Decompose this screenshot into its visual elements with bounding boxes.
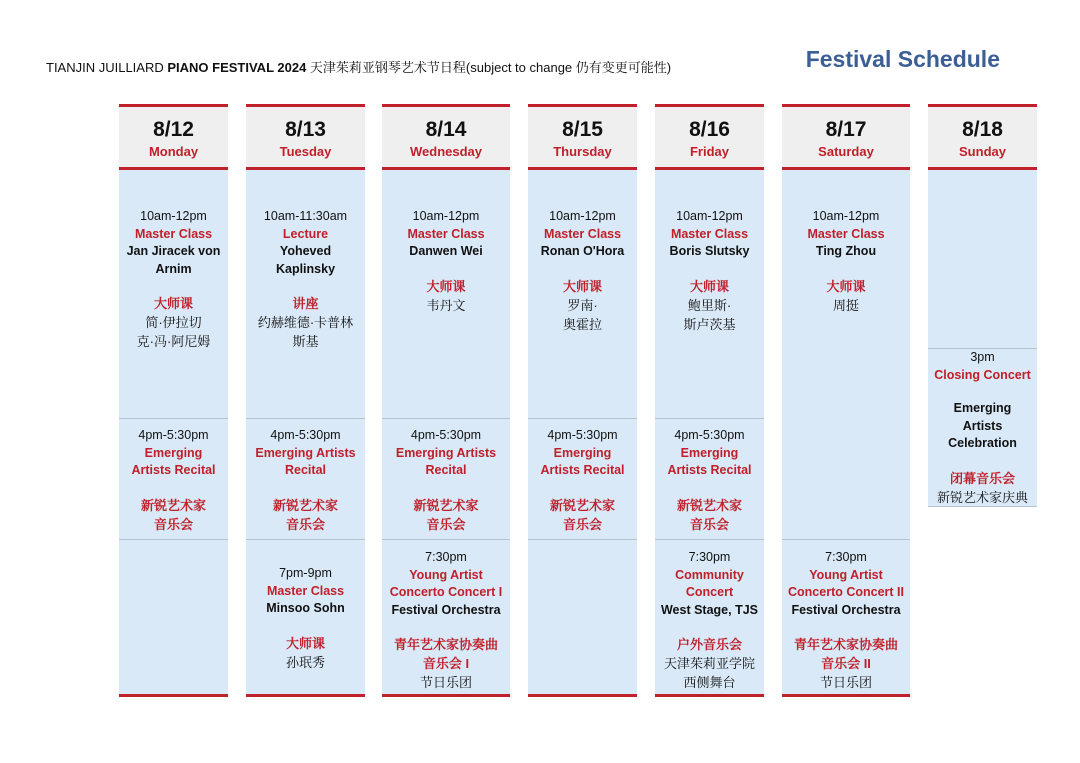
event-time: 10am-11:30am	[263, 209, 348, 223]
slot-divider	[382, 418, 510, 419]
event-title: Emerging	[144, 445, 203, 460]
event-title-zh: 新锐艺术家	[272, 497, 338, 513]
day-header	[782, 104, 910, 170]
event-title: Lecture	[282, 226, 329, 241]
event-performer-zh: 约赫维德·卡普林	[257, 315, 354, 330]
event-performer-zh: 韦丹文	[426, 297, 466, 313]
day-name: Wednesday	[409, 144, 482, 159]
event-title-zh: 音乐会 I	[422, 656, 470, 671]
day-column-0816	[655, 104, 764, 697]
event-title-zh: 青年艺术家协奏曲	[793, 637, 898, 652]
event-performer-zh: 西侧舞台	[683, 675, 736, 690]
event-performer-zh: 奥霍拉	[562, 316, 602, 332]
slot-divider	[382, 539, 510, 540]
event-performer: Emerging	[953, 401, 1012, 415]
morning-event	[782, 208, 910, 315]
event-performer: Kaplinsky	[275, 261, 336, 276]
column-bottom-rule	[382, 694, 510, 697]
event-title: Artists Recital	[667, 463, 752, 477]
event-title: Artists Recital	[131, 463, 216, 477]
event-title-zh: 大师课	[826, 278, 866, 294]
event-title-zh: 音乐会	[153, 516, 193, 532]
event-title: Emerging	[553, 445, 612, 460]
event-performer: Yoheved	[279, 244, 332, 258]
event-time: 4pm-5:30pm	[270, 428, 341, 442]
event-title-zh: 大师课	[562, 278, 602, 294]
event-performer-zh: 鲍里斯·	[687, 297, 732, 313]
event-title-zh: 青年艺术家协奏曲	[393, 637, 498, 652]
event-title-zh: 音乐会	[426, 516, 466, 532]
afternoon-event	[382, 427, 510, 534]
event-title: Master Class	[543, 226, 622, 241]
event-time: 4pm-5:30pm	[547, 428, 618, 442]
slot-divider	[782, 539, 910, 540]
day-header	[119, 104, 228, 170]
column-bottom-rule	[528, 694, 637, 697]
event-title-zh: 音乐会 II	[821, 656, 871, 671]
event-performer: Danwen Wei	[409, 244, 483, 258]
day-column-0817	[782, 104, 910, 697]
event-time: 10am-12pm	[676, 209, 743, 223]
event-title: Concerto Concert II	[788, 585, 904, 599]
day-date: 8/12	[153, 118, 194, 141]
header-suffix: 天津茱莉亚钢琴艺术节日程(subject to change 仍有变更可能性)	[306, 60, 672, 75]
column-bottom-rule	[782, 694, 910, 697]
afternoon-event	[246, 427, 365, 534]
event-time: 4pm-5:30pm	[674, 428, 745, 442]
afternoon-event	[655, 427, 764, 534]
event-performer: Festival Orchestra	[791, 602, 901, 617]
event-title-zh: 户外音乐会	[676, 637, 742, 652]
event-performer: Arnim	[155, 261, 192, 276]
event-title: Emerging Artists	[395, 445, 497, 460]
header-bold: PIANO FESTIVAL 2024	[167, 60, 307, 75]
event-time: 7pm-9pm	[279, 566, 332, 580]
header-prefix: TIANJIN JUILLIARD	[46, 60, 168, 75]
event-performer: Artists	[962, 418, 1003, 433]
event-time: 10am-12pm	[549, 209, 616, 223]
event-performer: Minsoo Sohn	[266, 601, 345, 615]
event-title-zh: 大师课	[153, 296, 193, 311]
morning-event	[246, 208, 365, 351]
closing-event	[928, 349, 1037, 507]
event-performer: Ronan O'Hora	[540, 244, 625, 258]
event-title-zh: 大师课	[285, 635, 325, 651]
event-title: Concert	[685, 585, 734, 599]
event-time: 3pm	[970, 350, 995, 364]
slot-divider	[528, 539, 637, 540]
event-time: 10am-12pm	[412, 209, 480, 223]
column-bottom-rule	[655, 694, 764, 697]
event-time: 7:30pm	[825, 550, 867, 564]
event-time: 10am-12pm	[812, 209, 880, 223]
event-performer-zh: 克·冯·阿尼姆	[136, 334, 211, 349]
morning-event	[655, 208, 764, 334]
event-title-zh: 新锐艺术家	[413, 497, 479, 513]
event-time: 10am-12pm	[140, 209, 207, 223]
day-header	[655, 104, 764, 170]
event-title: Master Class	[407, 226, 485, 241]
day-column-0814	[382, 104, 510, 697]
event-performer-zh: 周挺	[832, 297, 859, 313]
evening-event	[782, 549, 910, 692]
event-title: Young Artist	[809, 567, 883, 582]
event-title-zh: 音乐会	[689, 516, 729, 532]
event-time: 4pm-5:30pm	[410, 428, 482, 442]
day-column-0818	[928, 104, 1037, 697]
day-name: Monday	[148, 144, 199, 159]
event-performer-zh: 天津茱莉亚学院	[663, 656, 755, 671]
evening-event	[655, 549, 764, 692]
day-date: 8/14	[425, 118, 467, 141]
afternoon-event	[119, 427, 228, 534]
spacer	[928, 384, 1037, 400]
day-date: 8/13	[285, 118, 326, 141]
day-column-0812	[119, 104, 228, 697]
slot-divider	[119, 418, 228, 419]
slot-divider	[119, 539, 228, 540]
event-title: Concerto Concert I	[389, 585, 503, 599]
day-header	[246, 104, 365, 170]
morning-event	[119, 208, 228, 351]
slot-divider	[528, 418, 637, 419]
event-title: Master Class	[134, 226, 213, 241]
day-name: Saturday	[818, 144, 874, 159]
event-performer-zh: 简·伊拉切	[145, 315, 202, 330]
event-performer: Ting Zhou	[815, 244, 877, 258]
day-name: Thursday	[553, 144, 612, 159]
day-header	[928, 104, 1037, 170]
event-title-zh: 大师课	[689, 278, 729, 294]
blank-area	[928, 507, 1037, 697]
event-title: Recital	[425, 463, 467, 477]
evening-event	[246, 565, 365, 672]
event-performer: Festival Orchestra	[391, 602, 501, 617]
day-column-0815	[528, 104, 637, 697]
day-date: 8/17	[825, 118, 867, 141]
day-date: 8/16	[689, 118, 730, 141]
day-date: 8/18	[962, 118, 1003, 141]
event-title: Recital	[285, 463, 326, 477]
event-performer-zh: 新锐艺术家庆典	[936, 489, 1028, 505]
event-title-zh: 大师课	[426, 278, 466, 294]
afternoon-event	[528, 427, 637, 534]
event-performer: West Stage, TJS	[660, 602, 759, 617]
slot-divider	[246, 539, 365, 540]
event-performer: Boris Slutsky	[669, 244, 750, 258]
event-time: 4pm-5:30pm	[138, 428, 209, 442]
event-title: Artists Recital	[540, 463, 625, 477]
event-performer-zh: 节日乐团	[819, 675, 872, 690]
event-title-zh: 闭幕音乐会	[949, 470, 1015, 486]
event-title-zh: 新锐艺术家	[676, 497, 742, 513]
day-name: Friday	[689, 144, 729, 159]
event-title: Master Class	[670, 226, 749, 241]
event-performer: Jan Jiracek von	[126, 244, 221, 258]
slot-divider	[655, 418, 764, 419]
morning-event	[382, 208, 510, 315]
day-date: 8/15	[562, 118, 603, 141]
event-time: 7:30pm	[688, 550, 731, 564]
event-title-zh: 新锐艺术家	[140, 497, 206, 513]
event-title: Emerging Artists	[255, 445, 356, 460]
event-title: Young Artist	[409, 567, 483, 582]
event-title-zh: 讲座	[292, 296, 319, 311]
event-title-zh: 新锐艺术家	[549, 497, 615, 513]
day-name: Sunday	[959, 144, 1006, 159]
column-bottom-rule	[119, 694, 228, 697]
event-performer-zh: 斯基	[292, 334, 319, 349]
event-time: 7:30pm	[425, 550, 467, 564]
event-title: Community	[675, 567, 744, 582]
column-bottom-rule	[246, 694, 365, 697]
document-header	[46, 57, 671, 76]
slot-divider	[655, 539, 764, 540]
day-header	[382, 104, 510, 170]
event-performer-zh: 孙珉秀	[285, 654, 325, 670]
slot-divider	[246, 418, 365, 419]
morning-event	[528, 208, 637, 334]
event-title: Master Class	[266, 583, 345, 598]
day-column-0813	[246, 104, 365, 697]
event-performer-zh: 罗南·	[567, 297, 598, 313]
event-title: Closing Concert	[934, 367, 1031, 382]
event-performer-zh: 节日乐团	[419, 675, 472, 690]
schedule-title: Festival Schedule	[805, 46, 1000, 72]
event-title-zh: 音乐会	[562, 516, 602, 532]
day-header	[528, 104, 637, 170]
event-performer: Celebration	[948, 436, 1017, 450]
event-title-zh: 音乐会	[285, 516, 325, 532]
event-title: Master Class	[807, 226, 885, 241]
event-performer-zh: 斯卢茨基	[683, 316, 736, 332]
event-title: Emerging	[680, 445, 739, 460]
evening-event	[382, 549, 510, 692]
day-name: Tuesday	[279, 144, 332, 159]
